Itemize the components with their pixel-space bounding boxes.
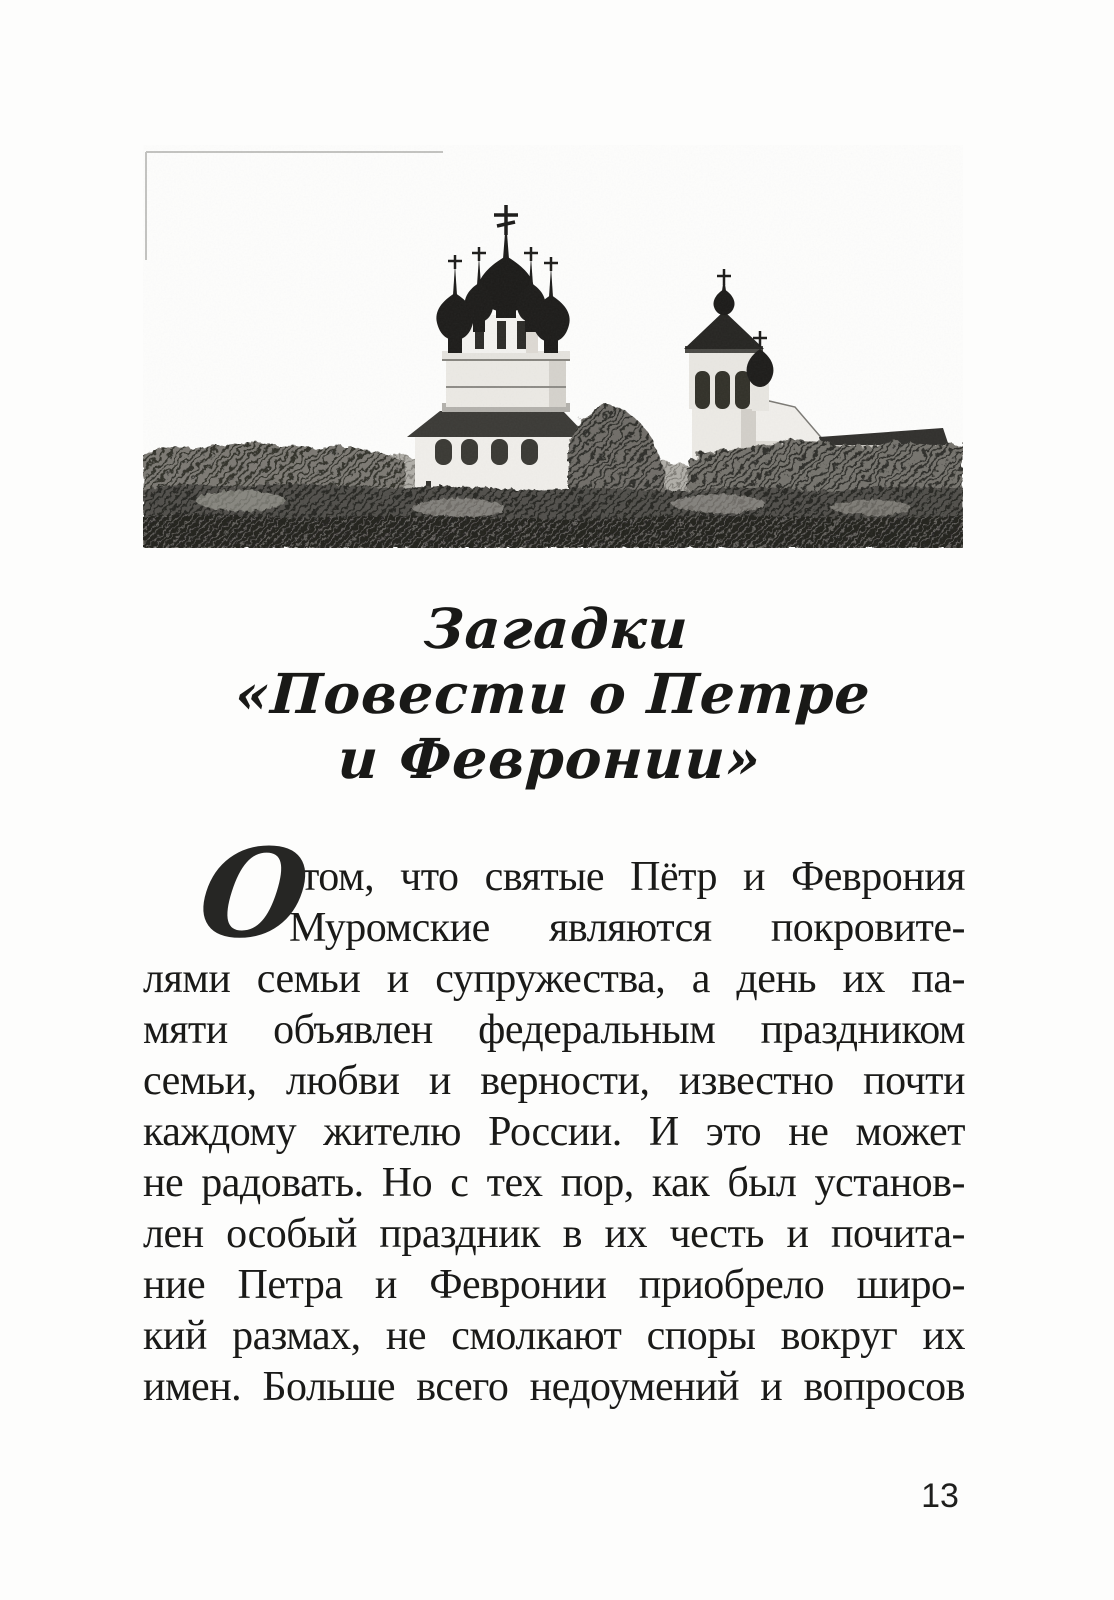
title-line: и Февронии»	[336, 726, 763, 791]
title-line: Загадки	[422, 596, 691, 661]
churches-photo	[143, 145, 963, 548]
text-line: имен. Больше всего недоумений и вопросов	[143, 1364, 965, 1410]
churches-photo-svg	[143, 145, 963, 548]
title-line: «Повести о Петре	[233, 661, 873, 726]
text-line: каждому жителю России. И это не может	[143, 1109, 965, 1155]
text-line: Муромские являются покровите-	[289, 905, 965, 951]
body-paragraph	[143, 821, 965, 1413]
drop-cap: О	[192, 821, 316, 965]
text-line: лями семьи и супружества, а день их па-	[143, 956, 965, 1002]
text-line: кий размах, не смолкают споры вокруг их	[143, 1313, 965, 1359]
text-line: лен особый праздник в их честь и почита-	[143, 1211, 965, 1257]
page-number: 13	[921, 1477, 959, 1515]
chapter-title	[138, 596, 968, 791]
text-line: ние Петра и Февронии приобрело широ-	[143, 1262, 965, 1308]
text-line: семьи, любви и верности, известно почти	[143, 1058, 965, 1104]
text-line: не радовать. Но с тех пор, как был установ-	[143, 1160, 965, 1206]
text-line: мяти объявлен федеральным праздником	[143, 1007, 965, 1053]
scan-grain	[143, 145, 963, 548]
text-line: том, что святые Пётр и Феврония	[301, 854, 965, 900]
